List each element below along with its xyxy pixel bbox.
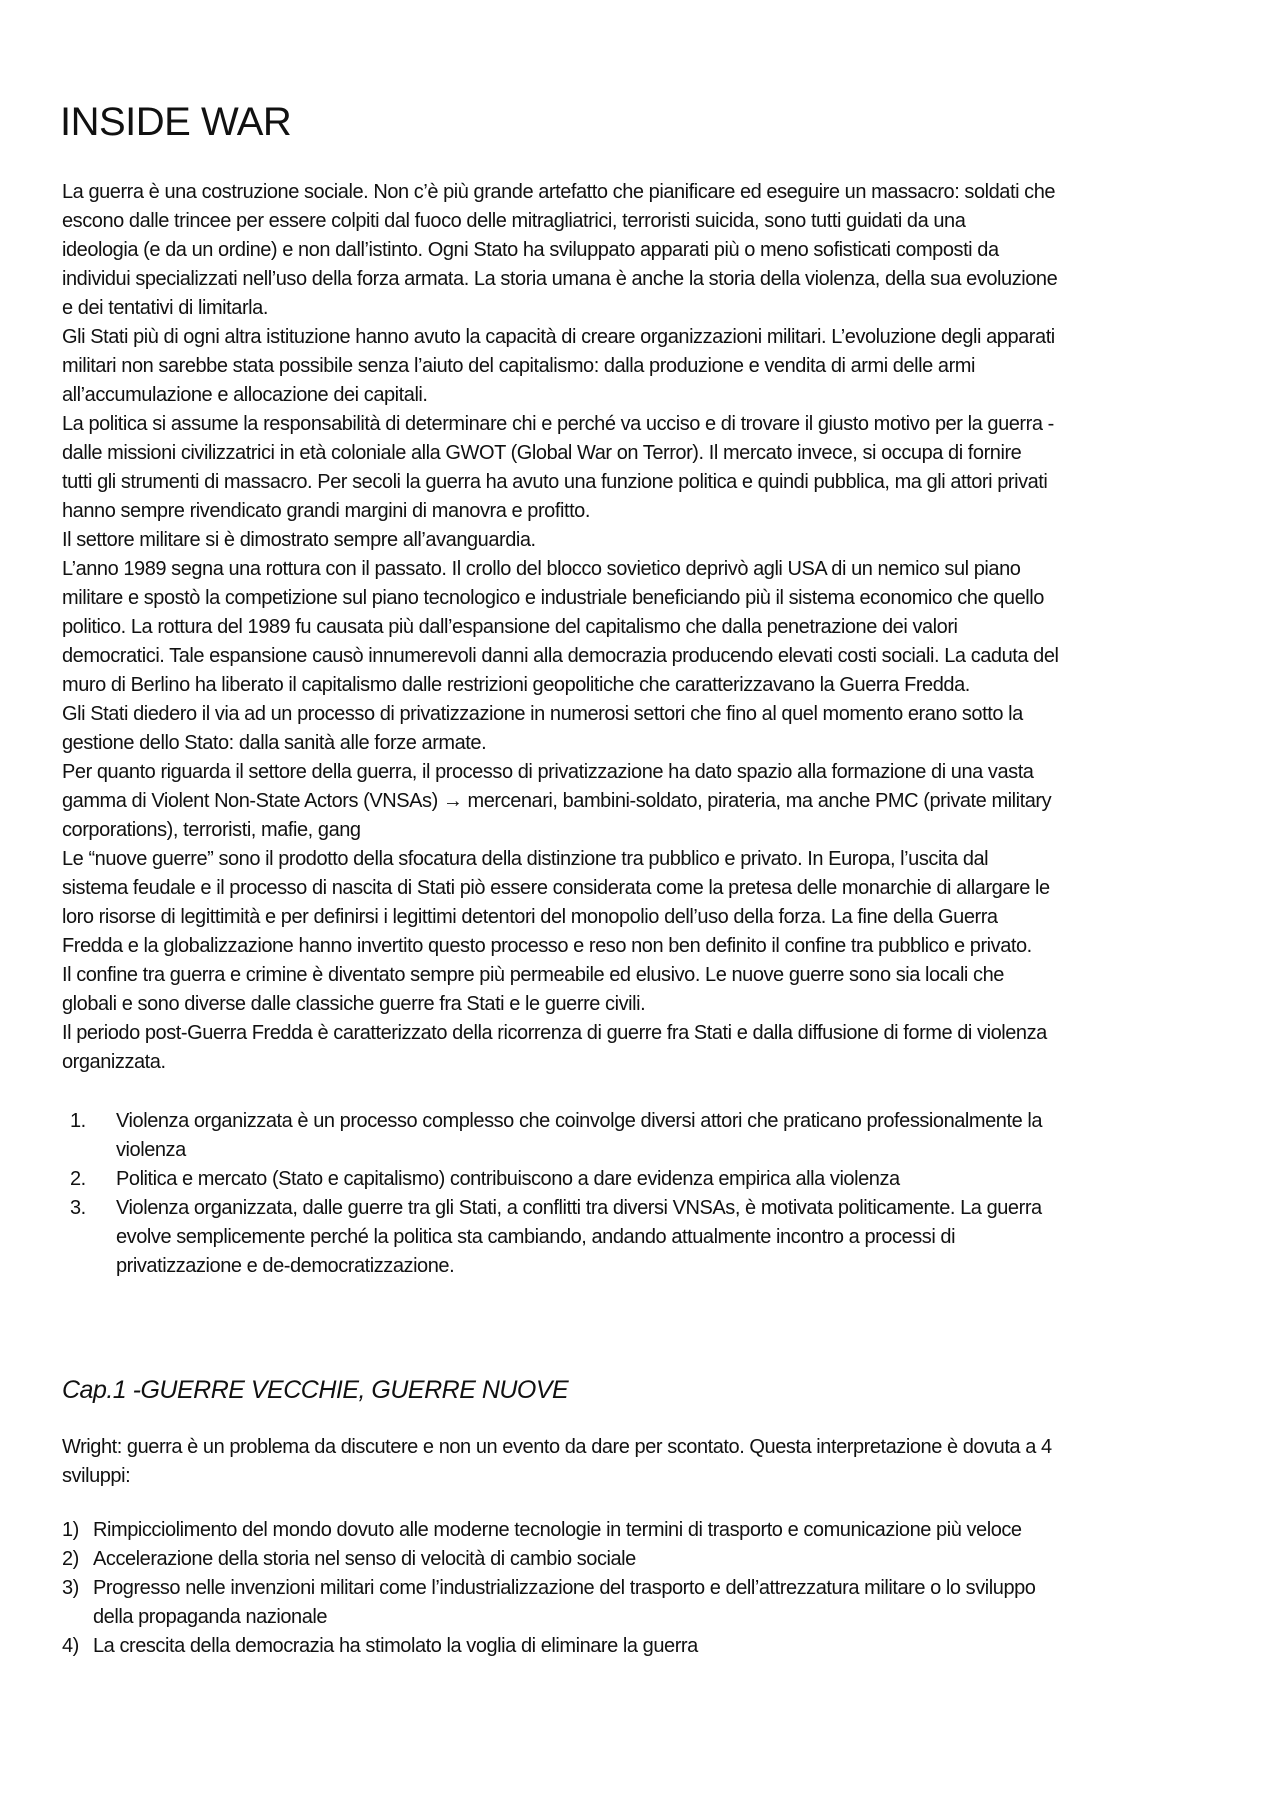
text-line: Il periodo post-Guerra Fredda è caratterizzato della ricorrenza di guerre fra Stati e dalla diffusione di forme di violenza	[62, 1022, 1047, 1044]
text-line: Violenza organizzata è un processo complesso che coinvolge diversi attori che praticano professionalmente la	[116, 1110, 1043, 1132]
text-line: La guerra è una costruzione sociale. Non c’è più grande artefatto che pianificare ed eseguire un massacro: soldati che	[62, 181, 1056, 203]
text-line: violenza	[116, 1139, 186, 1161]
list-item-text	[93, 1632, 698, 1661]
text-line: escono dalle trincee per essere colpiti dal fuoco delle mitragliatrici, terroristi suicida, sono tutti guidati da una	[62, 210, 966, 232]
text-line: corporations), terroristi, mafie, gang	[62, 819, 361, 841]
list-item	[62, 1165, 1042, 1194]
list-number: 3.	[70, 1197, 86, 1219]
text-line: della propaganda nazionale	[93, 1606, 328, 1628]
text-line: Gli Stati diedero il via ad un processo di privatizzazione in numerosi settori che fino al quel momento erano sotto la	[62, 703, 1023, 725]
text-line: organizzata.	[62, 1051, 166, 1073]
list-item	[62, 1574, 1035, 1632]
numbered-list	[62, 1107, 1042, 1281]
text-line: Le “nuove guerre” sono il prodotto della sfocatura della distinzione tra pubblico e privato. In Europa, l’uscita dal	[62, 848, 989, 870]
list-number: 4)	[62, 1635, 79, 1657]
text-line: gamma di Violent Non-State Actors (VNSAs) → mercenari, bambini-soldato, pirateria, ma anche PMC (private military	[62, 790, 1052, 812]
list-item-text	[116, 1165, 900, 1194]
text-line: La crescita della democrazia ha stimolato la voglia di eliminare la guerra	[93, 1635, 698, 1657]
list-number: 2.	[70, 1168, 86, 1190]
wright-paragraph	[62, 1433, 1052, 1491]
list-item-text	[93, 1545, 636, 1574]
list-item-text	[116, 1194, 1042, 1281]
document-title: INSIDE WAR	[60, 100, 292, 144]
text-line: sistema feudale e il processo di nascita di Stati piò essere considerata come la pretesa delle monarchie di allargare le	[62, 877, 1050, 899]
text-line: Progresso nelle invenzioni militari come l’industrializzazione del trasporto e dell’attrezzatura militare o lo sviluppo	[93, 1577, 1036, 1599]
text-line: tutti gli strumenti di massacro. Per secoli la guerra ha avuto una funzione politica e quindi pubblica, ma gli attori privati	[62, 471, 1048, 493]
text-line: Il confine tra guerra e crimine è diventato sempre più permeabile ed elusivo. Le nuove guerre sono sia locali che	[62, 964, 1004, 986]
list-number: 1.	[70, 1110, 86, 1132]
text-line: Rimpicciolimento del mondo dovuto alle moderne tecnologie in termini di trasporto e comunicazione più veloce	[93, 1519, 1022, 1541]
text-line: Il settore militare si è dimostrato sempre all’avanguardia.	[62, 529, 536, 551]
list-item-text	[116, 1107, 1042, 1165]
text-line: dalle missioni civilizzatrici in età coloniale alla GWOT (Global War on Terror). Il mercato invece, si occupa di fornire	[62, 442, 1022, 464]
text-line: sviluppi:	[62, 1465, 131, 1487]
text-line: Gli Stati più di ogni altra istituzione hanno avuto la capacità di creare organizzazioni militari. L’evoluzione degli apparati	[62, 326, 1055, 348]
text-line: muro di Berlino ha liberato il capitalismo dalle restrizioni geopolitiche che caratterizzavano la Guerra Fredda.	[62, 674, 970, 696]
text-line: Wright: guerra è un problema da discutere e non un evento da dare per scontato. Questa interpretazione è dovuta a 4	[62, 1436, 1052, 1458]
text-line: militare e spostò la competizione sul piano tecnologico e industriale beneficiando più il sistema economico che quello	[62, 587, 1044, 609]
list-number: 2)	[62, 1548, 79, 1570]
text-line: privatizzazione e de-democratizzazione.	[116, 1255, 455, 1277]
text-line: all’accumulazione e allocazione dei capitali.	[62, 384, 428, 406]
list-item	[62, 1107, 1042, 1165]
text-line: La politica si assume la responsabilità di determinare chi e perché va ucciso e di trovare il giusto motivo per la guerra -	[62, 413, 1054, 435]
list-item-text	[93, 1516, 1022, 1545]
intro-text	[62, 178, 1059, 1077]
text-line: Violenza organizzata, dalle guerre tra gli Stati, a conflitti tra diversi VNSAs, è motivata politicamente. La guerra	[116, 1197, 1042, 1219]
text-line: democratici. Tale espansione causò innumerevoli danni alla democrazia producendo elevati costi sociali. La caduta del	[62, 645, 1059, 667]
text-line: loro risorse di legittimità e per definirsi i legittimi detentori del monopolio dell’uso della forza. La fine della Guerra	[62, 906, 998, 928]
text-line: hanno sempre rivendicato grandi margini di manovra e profitto.	[62, 500, 590, 522]
text-line: Politica e mercato (Stato e capitalismo) contribuiscono a dare evidenza empirica alla violenza	[116, 1168, 900, 1190]
list-item-text	[93, 1574, 1035, 1632]
text-line: Accelerazione della storia nel senso di velocità di cambio sociale	[93, 1548, 636, 1570]
text-line: globali e sono diverse dalle classiche guerre fra Stati e le guerre civili.	[62, 993, 646, 1015]
text-line: militari non sarebbe stata possibile senza l’aiuto del capitalismo: dalla produzione e vendita di armi delle armi	[62, 355, 975, 377]
chapter-heading: Cap.1 -GUERRE VECCHIE, GUERRE NUOVE	[62, 1376, 569, 1404]
list-number: 1)	[62, 1519, 79, 1541]
text-line: politico. La rottura del 1989 fu causata più dall’espansione del capitalismo che dalla penetrazione dei valori	[62, 616, 958, 638]
text-line: gestione dello Stato: dalla sanità alle forze armate.	[62, 732, 487, 754]
list-item	[62, 1545, 1035, 1574]
list-item	[62, 1632, 1035, 1661]
list-number: 3)	[62, 1577, 79, 1599]
text-line: evolve semplicemente perché la politica sta cambiando, andando attualmente incontro a processi di	[116, 1226, 956, 1248]
developments-list	[62, 1516, 1035, 1661]
text-line: Per quanto riguarda il settore della guerra, il processo di privatizzazione ha dato spazio alla formazione di una vasta	[62, 761, 1034, 783]
text-line: L’anno 1989 segna una rottura con il passato. Il crollo del blocco sovietico deprivò agli USA di un nemico sul piano	[62, 558, 1021, 580]
list-item	[62, 1516, 1035, 1545]
list-item	[62, 1194, 1042, 1281]
text-line: individui specializzati nell’uso della forza armata. La storia umana è anche la storia della violenza, della sua evoluzione	[62, 268, 1058, 290]
text-line: ideologia (e da un ordine) e non dall’istinto. Ogni Stato ha sviluppato apparati più o meno sofisticati composti da	[62, 239, 999, 261]
text-line: Fredda e la globalizzazione hanno invertito questo processo e reso non ben definito il confine tra pubblico e privato.	[62, 935, 1032, 957]
text-line: e dei tentativi di limitarla.	[62, 297, 268, 319]
